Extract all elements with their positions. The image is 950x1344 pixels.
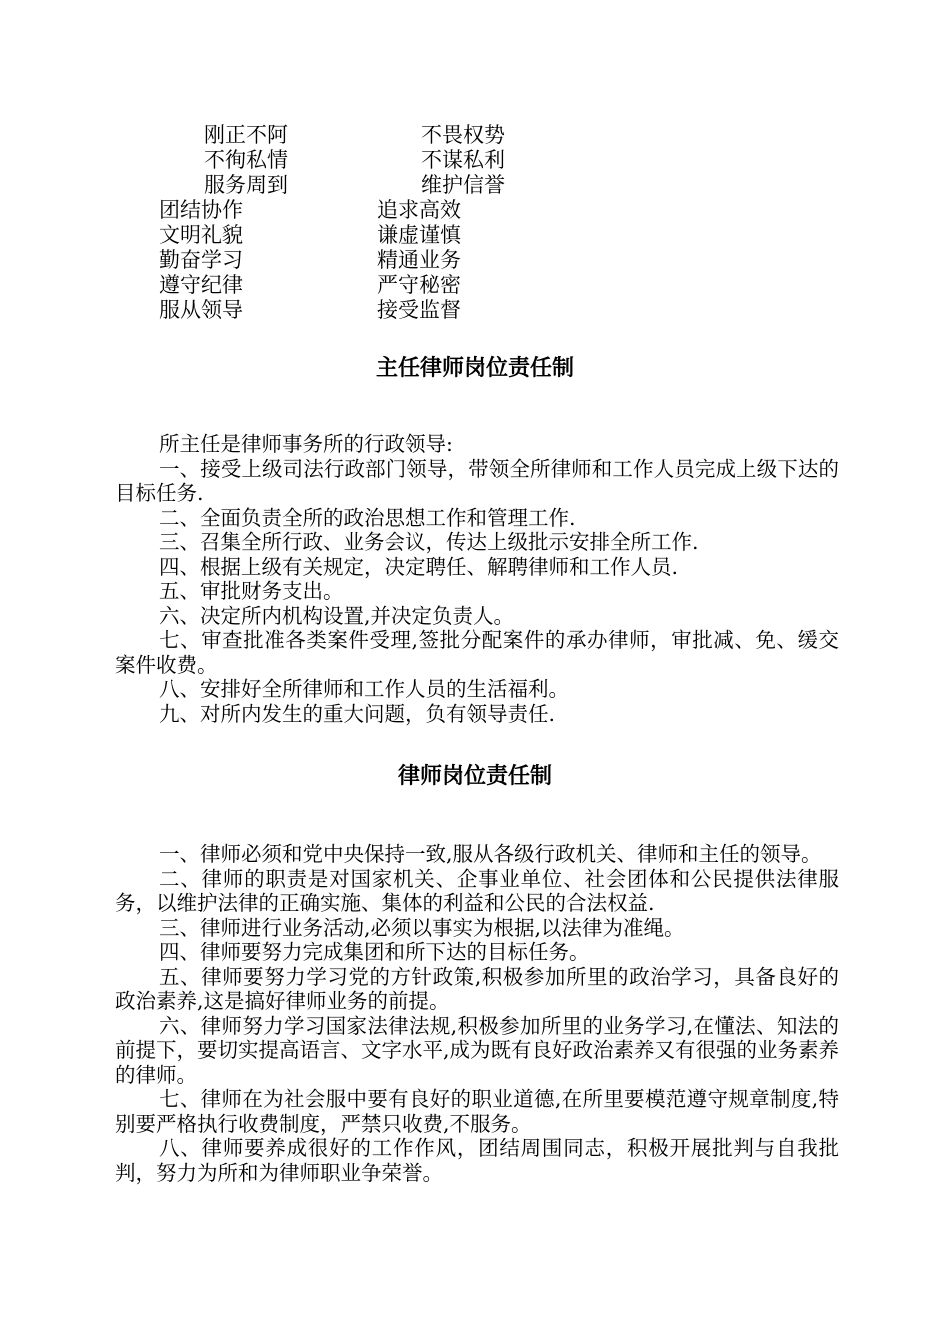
paragraph: 三、召集全所行政、业务会议，传达上级批示安排全所工作. (159, 530, 699, 554)
paragraph: 六、决定所内机构设置,并决定负责人。 (159, 603, 515, 628)
principle-row (0, 273, 950, 298)
paragraph: 四、根据上级有关规定，决定聘任、解聘律师和工作人员. (159, 554, 679, 579)
principle-row (0, 198, 950, 223)
principle-left: 团结协作 (159, 198, 243, 222)
paragraph: 九、对所内发生的重大问题，负有领导责任. (159, 701, 556, 726)
principle-left: 刚正不阿 (204, 123, 288, 147)
paragraph: 八、律师要养成很好的工作作风，团结周围同志，积极开展批判与自我批判，努力为所和为律师职业争荣誉。 (115, 1136, 839, 1185)
principle-left: 不徇私情 (204, 148, 288, 172)
principle-right: 严守秘密 (377, 273, 461, 297)
paragraph: 七、审查批准各类案件受理,签批分配案件的承办律师，审批减、免、缓交案件收费。 (115, 628, 839, 677)
paragraph: 二、全面负责全所的政治思想工作和管理工作. (159, 505, 576, 530)
principle-right: 不谋私利 (421, 148, 505, 172)
paragraph: 一、接受上级司法行政部门领导，带领全所律师和工作人员完成上级下达的目标任务. (115, 456, 839, 505)
principle-row (0, 148, 950, 173)
lawyer-section-title: 律师岗位责任制 (397, 764, 552, 789)
principle-right: 接受监督 (377, 298, 461, 322)
lawyer-section-body (115, 842, 839, 1185)
principle-right: 谦虚谨慎 (377, 223, 461, 247)
principle-row (0, 298, 950, 323)
paragraph: 二、律师的职责是对国家机关、企事业单位、社会团体和公民提供法律服务，以维护法律的正确实施、集体的利益和公民的合法权益. (115, 866, 839, 915)
director-section-body (115, 432, 839, 726)
principle-left: 遵守纪律 (159, 273, 243, 297)
principle-row (0, 223, 950, 248)
paragraph: 八、安排好全所律师和工作人员的生活福利。 (159, 677, 569, 701)
principle-left: 勤奋学习 (159, 248, 243, 272)
principle-row (0, 123, 950, 148)
principle-row (0, 173, 950, 198)
principle-left: 服务周到 (204, 173, 288, 197)
principles-list (0, 123, 950, 323)
paragraph: 五、律师要努力学习党的方针政策,积极参加所里的政治学习，具备良好的政治素养,这是搞好律师业务的前提。 (115, 964, 839, 1013)
principle-left: 文明礼貌 (159, 223, 243, 247)
principle-row (0, 248, 950, 273)
paragraph: 六、律师努力学习国家法律法规,积极参加所里的业务学习,在懂法、知法的前提下，要切实提高语言、文字水平,成为既有良好政治素养又有很强的业务素养的律师。 (115, 1013, 840, 1087)
principle-left: 服从领导 (159, 298, 243, 322)
paragraph: 一、律师必须和党中央保持一致,服从各级行政机关、律师和主任的领导。 (159, 842, 822, 866)
paragraph: 四、律师要努力完成集团和所下达的目标任务。 (159, 940, 590, 964)
principle-right: 不畏权势 (421, 123, 505, 147)
director-section-title: 主任律师岗位责任制 (375, 356, 574, 381)
paragraph: 七、律师在为社会服中要有良好的职业道德,在所里要模范遵守规章制度,特别要严格执行收费制度，严禁只收费,不服务。 (115, 1087, 839, 1136)
paragraph: 五、审批财务支出。 (159, 579, 344, 603)
principle-right: 精通业务 (377, 248, 461, 272)
paragraph: 所主任是律师事务所的行政领导: (159, 432, 453, 456)
principle-right: 维护信誉 (421, 173, 505, 197)
principle-right: 追求高效 (377, 198, 461, 222)
paragraph: 三、律师进行业务活动,必须以事实为根据,以法律为准绳。 (159, 915, 685, 940)
